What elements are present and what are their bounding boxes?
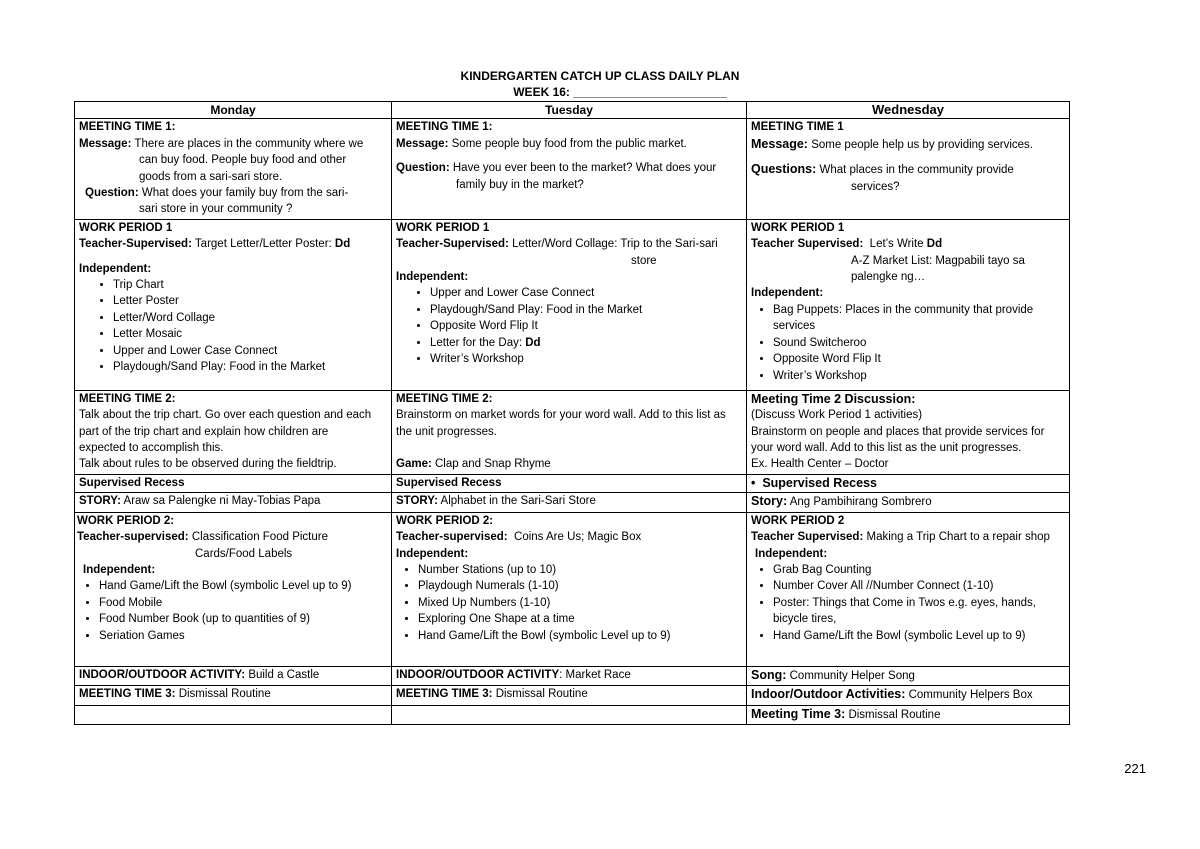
monday-question-text: What does your family buy from the sari- — [141, 187, 349, 200]
tuesday-meeting-time-2 — [392, 390, 747, 474]
tuesday-question-text: Have you ever been to the market? What does your — [452, 162, 717, 175]
tuesday-game-label: Game: — [396, 458, 432, 471]
story-row — [75, 493, 1070, 512]
list-item: • Upper and Lower Case Connect — [113, 343, 387, 359]
monday-wp1-ts-text: Target Letter/Letter Poster: — [194, 238, 332, 251]
wednesday-wp2-independent-label: Independent: — [755, 547, 828, 560]
monday-wp2-title: WORK PERIOD 2: — [77, 514, 175, 527]
monday-mt2-text-2: part of the trip chart and explain how children are — [79, 425, 329, 438]
document-title-block — [0, 68, 1200, 100]
tuesday-wp2-title: WORK PERIOD 2: — [396, 514, 494, 527]
monday-message-text-3: goods from a sari-sari store. — [139, 170, 283, 183]
monday-wp2-ts-text-2: Cards/Food Labels — [195, 547, 293, 560]
wednesday-meeting-time-3 — [747, 705, 1070, 724]
list-item: • Writer’s Workshop — [773, 368, 1065, 384]
tuesday-wp1-ts-text-2: store — [631, 254, 657, 267]
monday-wp1-letter: Dd — [334, 238, 351, 251]
monday-io-text: Build a Castle — [248, 668, 320, 681]
wednesday-mt2-title: Meeting Time 2 Discussion: — [751, 391, 916, 406]
tuesday-wp1-ts-text: Letter/Word Collage: Trip to the Sari-sari — [512, 238, 718, 251]
monday-io-label: INDOOR/OUTDOOR ACTIVITY: — [79, 668, 246, 681]
monday-wp1-independent-label: Independent: — [79, 262, 152, 275]
day-header-wednesday: Wednesday — [747, 102, 1070, 119]
meeting-time-3-row — [75, 686, 1070, 705]
monday-wp2-independent-label: Independent: — [83, 563, 156, 576]
wednesday-story — [747, 493, 1070, 512]
tuesday-mt3-text: Dismissal Routine — [495, 688, 588, 701]
wednesday-mt2-text-3: your word wall. Add to this list as the unit progresses. — [751, 442, 1022, 455]
wednesday-mt2-text-2: Brainstorm on people and places that provide services for — [751, 425, 1045, 438]
wednesday-recess-text: Supervised Recess — [762, 475, 877, 490]
list-item: • Playdough Numerals (1-10) — [418, 578, 742, 594]
monday-mt2-text-4: Talk about rules to be observed during the fieldtrip. — [79, 458, 337, 471]
wednesday-meeting-time-2 — [747, 390, 1070, 474]
tuesday-wp1-list — [396, 285, 742, 367]
list-item: • Food Number Book (up to quantities of 9) — [99, 611, 387, 627]
wednesday-work-period-2 — [747, 512, 1070, 666]
list-item: • Letter Poster — [113, 293, 387, 309]
monday-message-text-2: can buy food. People buy food and other — [139, 154, 347, 167]
list-item: • Writer’s Workshop — [430, 351, 742, 367]
wednesday-indoor-outdoor — [747, 686, 1070, 705]
wednesday-wp1-letter: Dd — [926, 238, 943, 251]
tuesday-question-text-2: family buy in the market? — [456, 178, 584, 191]
list-item: • Poster: Things that Come in Twos e.g. eyes, hands, bicycle tires, — [773, 595, 1065, 628]
list-item: • Grab Bag Counting — [773, 562, 1065, 578]
work-period-2-row — [75, 512, 1070, 666]
list-item: • Bag Puppets: Places in the community that provide services — [773, 302, 1065, 335]
monday-meeting-time-1 — [75, 119, 392, 219]
list-item: • Opposite Word Flip It — [773, 351, 1065, 367]
tuesday-message-label: Message: — [396, 137, 449, 150]
list-item: • Upper and Lower Case Connect — [430, 285, 742, 301]
tuesday-wp2-independent-label: Independent: — [396, 547, 469, 560]
monday-wp1-list — [79, 277, 387, 375]
list-item: • Hand Game/Lift the Bowl (symbolic Level up to 9) — [418, 628, 742, 644]
wednesday-story-text: Ang Pambihirang Sombrero — [789, 496, 932, 509]
list-item: • Seriation Games — [99, 628, 387, 644]
tuesday-empty-cell — [392, 705, 747, 724]
wednesday-mt3-label: Meeting Time 3: — [751, 706, 846, 721]
tuesday-game-text: Clap and Snap Rhyme — [435, 458, 551, 471]
monday-mt2-text-1: Talk about the trip chart. Go over each question and each — [79, 409, 372, 422]
list-item: • Letter/Word Collage — [113, 310, 387, 326]
meeting-time-1-row — [75, 119, 1070, 219]
daily-plan-table — [74, 101, 1070, 725]
wednesday-mt2-text-1: (Discuss Work Period 1 activities) — [751, 409, 923, 422]
tuesday-letter: Dd — [525, 336, 541, 349]
tuesday-story — [392, 493, 747, 512]
monday-work-period-2 — [75, 512, 392, 666]
list-item: • Playdough/Sand Play: Food in the Market — [113, 359, 387, 375]
wednesday-mt1-title: MEETING TIME 1 — [751, 121, 844, 134]
monday-wp1-title: WORK PERIOD 1 — [79, 221, 173, 234]
tuesday-wp2-ts-label: Teacher-supervised: — [396, 531, 508, 544]
monday-work-period-1 — [75, 219, 392, 390]
wednesday-wp1-title: WORK PERIOD 1 — [751, 221, 845, 234]
wednesday-message-label: Message: — [751, 136, 808, 151]
wednesday-questions-text-2: services? — [851, 180, 900, 193]
tuesday-io-label: INDOOR/OUTDOOR ACTIVITY — [396, 668, 560, 681]
recess-row — [75, 474, 1070, 492]
wednesday-questions-text: What places in the community provide — [819, 164, 1014, 177]
list-item — [430, 335, 742, 351]
day-header-row — [75, 102, 1070, 119]
monday-mt3-text: Dismissal Routine — [178, 688, 271, 701]
meeting-time-2-row — [75, 390, 1070, 474]
list-item: • Number Cover All //Number Connect (1-10) — [773, 578, 1065, 594]
wednesday-io-text: Community Helpers Box — [908, 689, 1033, 702]
wednesday-work-period-1 — [747, 219, 1070, 390]
wednesday-io-label: Indoor/Outdoor Activities: — [751, 687, 906, 702]
wednesday-wp1-ts-text: Let’s Write — [869, 238, 924, 251]
tuesday-mt1-title: MEETING TIME 1: — [396, 121, 493, 134]
wednesday-song — [747, 666, 1070, 685]
monday-story — [75, 493, 392, 512]
wednesday-wp1-independent-label: Independent: — [751, 287, 824, 300]
list-item: • Hand Game/Lift the Bowl (symbolic Level up to 9) — [773, 628, 1065, 644]
list-item: • Food Mobile — [99, 595, 387, 611]
monday-empty-cell — [75, 705, 392, 724]
tuesday-mt2-text-2: the unit progresses. — [396, 425, 498, 438]
monday-question-text-2: sari store in your community ? — [139, 203, 293, 216]
wednesday-wp2-ts-text: Making a Trip Chart to a repair shop — [866, 531, 1050, 544]
list-item: • Playdough/Sand Play: Food in the Market — [430, 302, 742, 318]
monday-meeting-time-3 — [75, 686, 392, 705]
list-item: • Trip Chart — [113, 277, 387, 293]
wednesday-message-text: Some people help us by providing services. — [811, 138, 1034, 151]
list-item: • Hand Game/Lift the Bowl (symbolic Level up to 9) — [99, 578, 387, 594]
monday-wp2-list — [77, 578, 387, 644]
wednesday-wp1-list — [751, 302, 1065, 384]
tuesday-io-text: : Market Race — [559, 668, 631, 681]
tuesday-meeting-time-1 — [392, 119, 747, 219]
day-header-tuesday: Tuesday — [392, 102, 747, 119]
list-item: • Sound Switcheroo — [773, 335, 1065, 351]
tuesday-work-period-2 — [392, 512, 747, 666]
monday-meeting-time-2 — [75, 390, 392, 474]
wednesday-story-label: Story: — [751, 494, 788, 509]
tuesday-mt3-label: MEETING TIME 3: — [396, 688, 493, 701]
wednesday-wp2-title: WORK PERIOD 2 — [751, 514, 845, 527]
wednesday-wp2-list — [751, 562, 1065, 644]
wednesday-mt3-text: Dismissal Routine — [848, 708, 941, 721]
day-header-monday: Monday — [75, 102, 392, 119]
monday-mt3-label: MEETING TIME 3: — [79, 688, 176, 701]
wednesday-az-list-text-2: palengke ng… — [851, 271, 926, 284]
tuesday-wp2-ts-text: Coins Are Us; Magic Box — [514, 531, 642, 544]
tuesday-recess: Supervised Recess — [392, 474, 747, 492]
monday-wp1-ts-label: Teacher-Supervised: — [79, 238, 192, 251]
monday-indoor-outdoor — [75, 666, 392, 685]
wednesday-song-label: Song: — [751, 667, 787, 682]
monday-story-label: STORY: — [79, 495, 121, 508]
tuesday-indoor-outdoor — [392, 666, 747, 685]
tuesday-wp2-list — [396, 562, 742, 644]
tuesday-question-label: Question: — [396, 162, 450, 175]
week-line: WEEK 16: _______________________ — [513, 85, 727, 99]
tuesday-meeting-time-3 — [392, 686, 747, 705]
tuesday-story-text: Alphabet in the Sari-Sari Store — [440, 495, 596, 508]
monday-mt2-text-3: expected to accomplish this. — [79, 442, 224, 455]
tuesday-wp1-independent-label: Independent: — [396, 271, 469, 284]
wednesday-wp1-ts-label: Teacher Supervised: — [751, 238, 864, 251]
monday-recess: Supervised Recess — [75, 474, 392, 492]
list-item: • Letter Mosaic — [113, 326, 387, 342]
list-item: • Mixed Up Numbers (1-10) — [418, 595, 742, 611]
page-number: 221 — [1124, 761, 1146, 776]
monday-mt2-title: MEETING TIME 2: — [79, 392, 176, 405]
tuesday-work-period-1 — [392, 219, 747, 390]
tuesday-message-text: Some people buy food from the public market. — [451, 137, 687, 150]
wednesday-song-text: Community Helper Song — [789, 669, 915, 682]
wednesday-wp2-ts-label: Teacher Supervised: — [751, 531, 864, 544]
tuesday-wp1-title: WORK PERIOD 1 — [396, 221, 490, 234]
monday-message-text: There are places in the community where we — [134, 137, 364, 150]
monday-question-label: Question: — [85, 187, 139, 200]
final-row — [75, 705, 1070, 724]
list-item: • Exploring One Shape at a time — [418, 611, 742, 627]
document-title: KINDERGARTEN CATCH UP CLASS DAILY PLAN — [460, 69, 740, 83]
list-item: • Opposite Word Flip It — [430, 318, 742, 334]
monday-wp2-ts-text: Classification Food Picture — [191, 531, 328, 544]
tuesday-mt2-text-1: Brainstorm on market words for your word wall. Add to this list as — [396, 409, 726, 422]
tuesday-story-label: STORY: — [396, 495, 438, 508]
tuesday-mt2-title: MEETING TIME 2: — [396, 392, 493, 405]
wednesday-az-list-text: A-Z Market List: Magpabili tayo sa — [851, 254, 1025, 267]
monday-message-label: Message: — [79, 137, 132, 150]
work-period-1-row — [75, 219, 1070, 390]
wednesday-questions-label: Questions: — [751, 162, 817, 177]
list-item: • Number Stations (up to 10) — [418, 562, 742, 578]
tuesday-wp1-ts-label: Teacher-Supervised: — [396, 238, 509, 251]
wednesday-mt2-text-4: Ex. Health Center – Doctor — [751, 458, 889, 471]
indoor-outdoor-row — [75, 666, 1070, 685]
wednesday-meeting-time-1 — [747, 119, 1070, 219]
wednesday-recess: • Supervised Recess — [747, 474, 1070, 492]
monday-wp2-ts-label: Teacher-supervised: — [77, 531, 189, 544]
tuesday-letter-text: Letter for the Day: — [430, 336, 523, 349]
monday-story-text: Araw sa Palengke ni May-Tobias Papa — [123, 495, 321, 508]
monday-mt1-title: MEETING TIME 1: — [79, 121, 176, 134]
